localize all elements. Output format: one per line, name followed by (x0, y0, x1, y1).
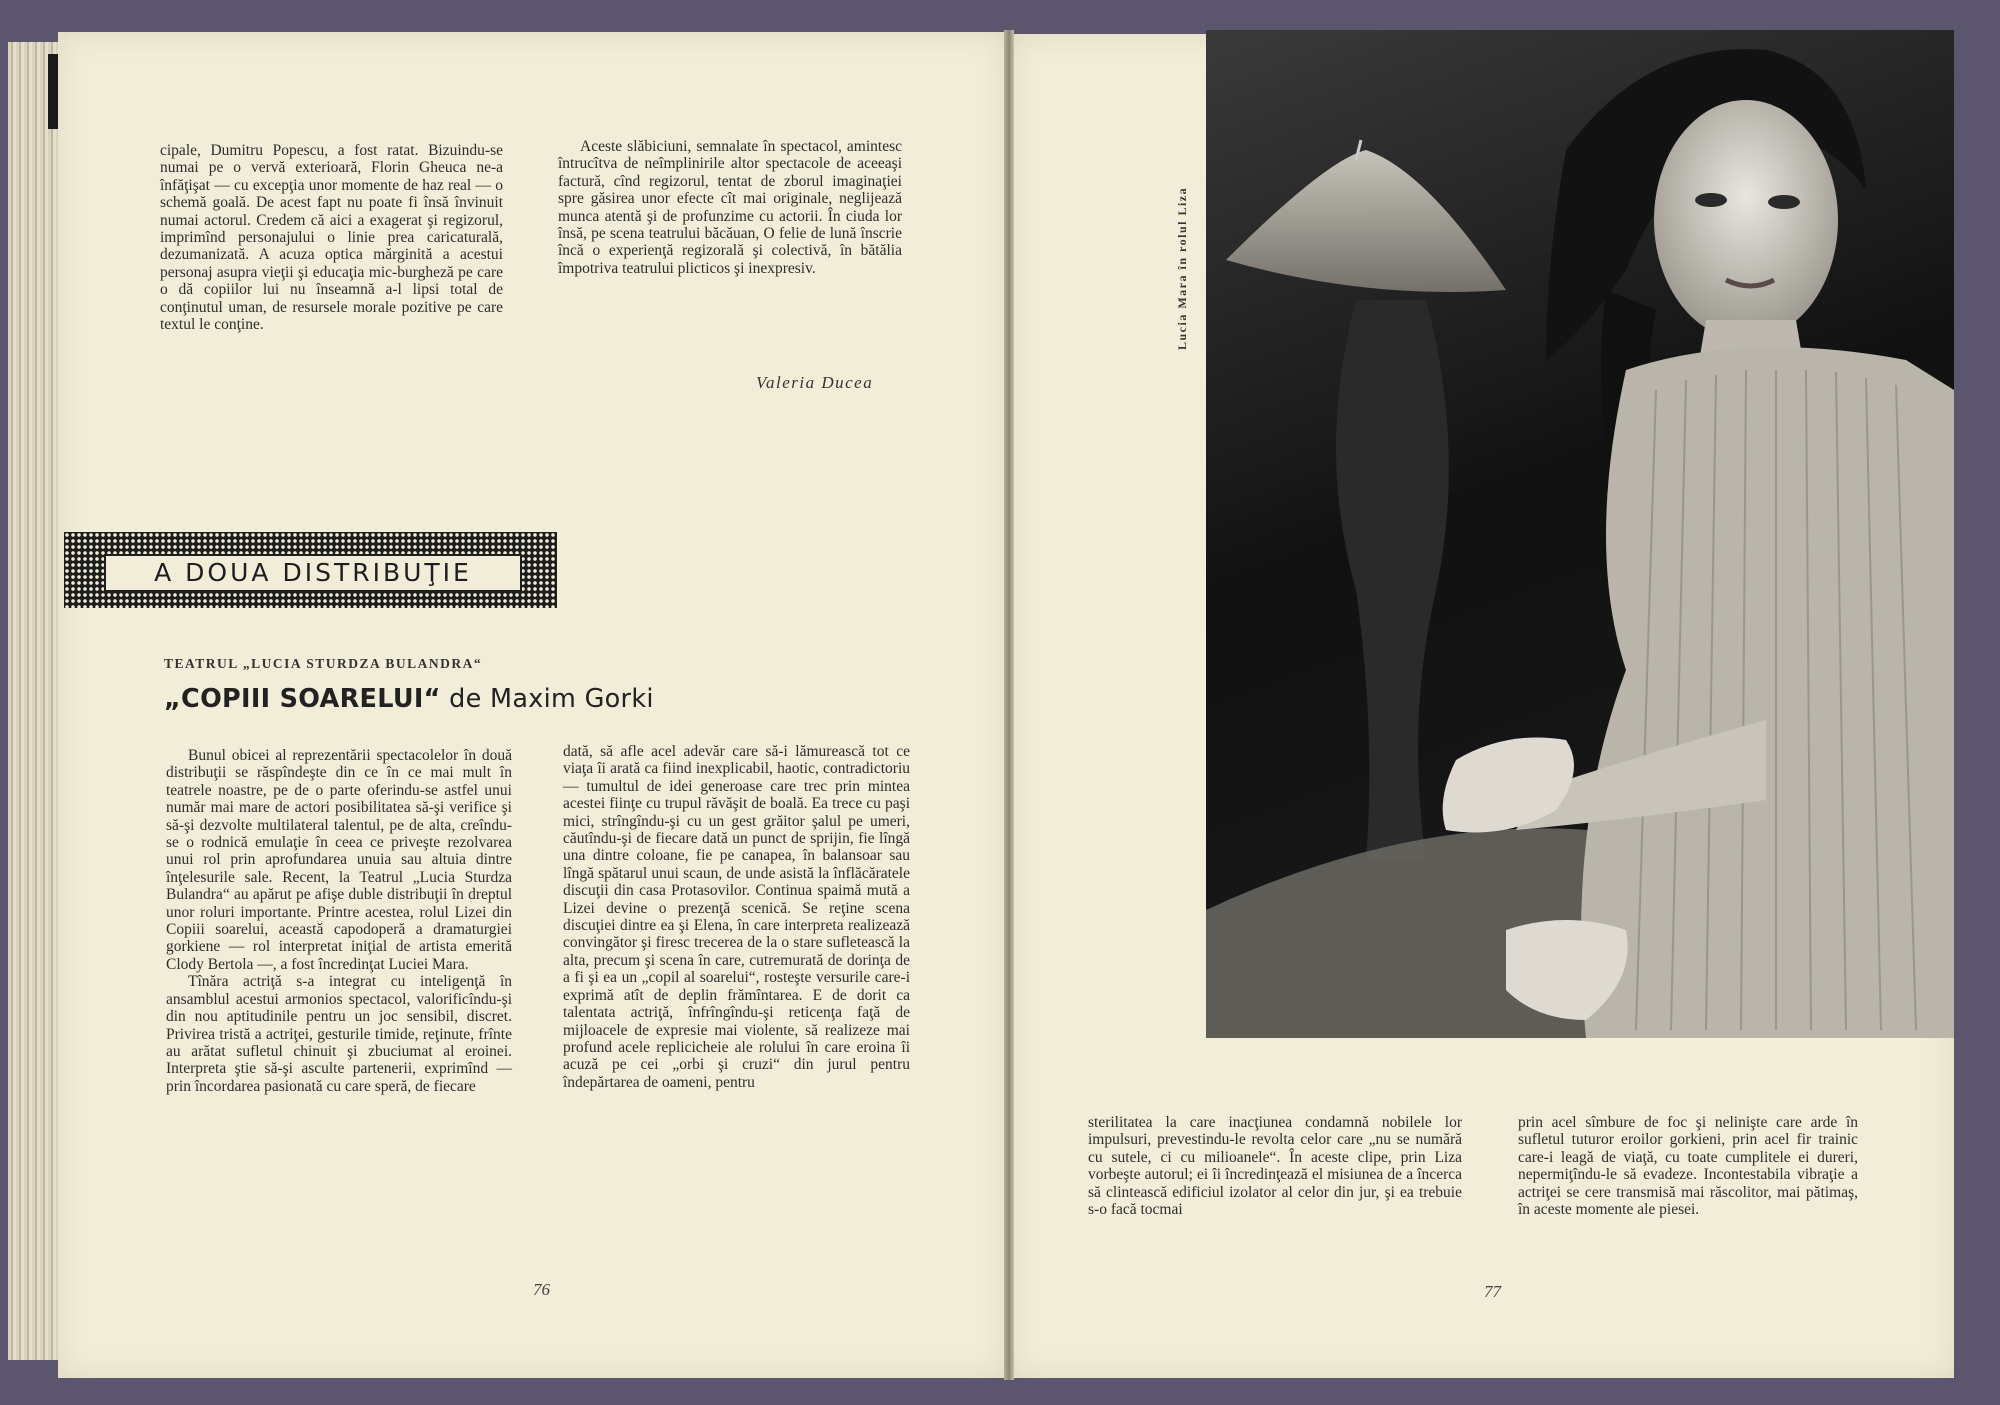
theatre-kicker: TEATRUL „LUCIA STURDZA BULANDRA“ (164, 656, 483, 671)
article-headline (164, 684, 654, 714)
paragraph: Tînăra actriţă s-a integrat cu inteligenţă în ansamblul acestui armonios spectacol, valorificîndu-şi din nou aptitudinile pentru un joc sensibil, discret. Privirea tristă a actriţei, gesturile timide, reţinute, frînte au arătat sufletul chinuit şi zbuciumat al eroinei. Interpreta ştie să-şi asculte partenerii, exprimînd — prin încordarea pasionată cu care speră, de fiecare (166, 973, 512, 1095)
paragraph: cipale, Dumitru Popescu, a fost ratat. Bizuindu-se numai pe o vervă exterioară, Florin Gheuca ne-a înfăţişat — cu excepţia unor momente de haz real — o schemă goală. De acest fapt nu poate fi însă învinuit numai actorul. Credem că aici a exagerat şi regizorul, imprimînd personajului o linie prea caricaturală, dezumanizată. A acuza optica mărginită a acestui personaj asupra vieţii şi educaţia mic-burgheză pe care o dă copiilor lui nu înseamnă a-l lipsi total de conţinutul uman, de resursele morale pozitive pe care textul le conţine. (160, 142, 503, 334)
photo-caption: Lucia Mara în rolul Liza (1175, 186, 1189, 350)
body-column-2 (563, 743, 910, 1091)
top-column-1 (160, 142, 503, 333)
right-bottom-column-2 (1518, 1114, 1858, 1218)
paragraph: Aceste slăbiciuni, semnalate în spectacol, amintesc întrucîtva de neîmplinirile altor spectacole de aceeaşi factură, cînd regizorul, tentat de zborul imaginaţiei spre găsirea unor efecte cît mai originale, neglijează munca atentă şi de profunzime cu actorii. În ciuda lor însă, pe scena teatrului băcăuan, O felie de lună înscrie încă o experienţă regizorală şi colectivă, în bătălia împotriva teatrului plicticos şi inexpresiv. (558, 138, 902, 277)
paragraph: sterilitatea la care inacţiunea condamnă nobilele lor impulsuri, prevestindu-le revolta celor care „nu se numără cu sutele, ci cu milioanele“. În aceste clipe, prin Liza vorbeşte autorul; ei îi încredinţează el misiunea de a încerca să clintească edificiul izolator al celor din jur, şi ea trebuie s-o facă tocmai (1088, 1114, 1462, 1219)
body-column-1 (166, 747, 512, 1095)
paragraph: dată, să afle acel adevăr care să-i lămurească tot ce viaţa îi arată ca fiind inexplicabil, haotic, contradictoriu — tumultul de idei generoase care trec prin mintea acestei fiinţe cu trupul răvăşit de boală. Ea trece cu paşi mici, strîngîndu-şi cu un gest grăitor şalul pe umeri, căutîndu-şi de fiecare dată un punct de sprijin, fie lîngă una dintre coloane, fie pe canapea, în balansoar sau lîngă spătarul unui scaun, de unde asistă la înflăcăratele discuţii din casa Protasovilor. Continua spaimă mută a Lizei devine o prezenţă scenică. Se reţine scena discuţiei dintre ea şi Elena, în care interpreta realizează convingător şi firesc trecerea de la o stare sufletească la alta, precum şi scena în care, cutremurată de dorinţa de a fi şi ea un „copil al soarelui“, rosteşte versurile care-i exprimă atît de deplin frămîntarea. E de dorit ca talentata actriţă, înfrîngîndu-şi reticenţa faţă de mijloacele de expresie mai violente, să realizeze mai profund acele replicicheie ale rolului în care eroina îi acuză pe cei „orbi şi cruzi“ din jurul pentru îndepărtarea de oameni, pentru (563, 743, 910, 1091)
paragraph: prin acel sîmbure de foc şi nelinişte care arde în sufletul tuturor eroilor gorkieni, prin acel fir trainic care-i leagă de viaţă, cu toate cumplitele ei dureri, nepermiţîndu-le să evadeze. Incontestabila vibraţie a actriţei se cere transmisă mai răscolitor, mai pătimaş, în aceste momente ale piesei. (1518, 1114, 1858, 1219)
page-number-left: 76 (533, 1280, 550, 1299)
top-column-2 (558, 138, 902, 277)
face (1654, 100, 1838, 340)
lamp-shade (1226, 150, 1506, 292)
right-bottom-column-1 (1088, 1114, 1462, 1218)
headline-author: de Maxim Gorki (440, 684, 654, 714)
actress-photo (1206, 30, 1954, 1038)
page-edge-mark (48, 54, 58, 129)
paragraph: Bunul obicei al reprezentării spectacolelor în două distribuţii se răspîndeşte din ce în ce mai mult în teatrele noastre, pe de o parte oferindu-se astfel unui număr mai mare de actori posibilitatea să-şi verifice şi să-şi dezvolte multilateral talentul, pe de alta, creîndu-se o rodnică emulaţie în ceea ce priveşte rezolvarea unui rol prin aprofundarea unuia sau altuia dintre înţelesurile sale. Recent, la Teatrul „Lucia Sturdza Bulandra“ au apărut pe afişe duble distribuţii în dreptul unor roluri importante. Printre acestea, rolul Lizei din Copiii soarelui, această capodoperă a dramaturgiei gorkiene — rol interpretat iniţial de artista emerită Clody Bertola —, a fost încredinţat Luciei Mara. (166, 747, 512, 973)
actress-photo-illustration (1206, 30, 1954, 1038)
author-signature: Valeria Ducea (756, 373, 874, 392)
headline-title: „COPIII SOARELUI“ (164, 684, 441, 714)
page-number-right: 77 (1484, 1282, 1501, 1301)
section-banner-title: A DOUA DISTRIBUŢIE (104, 554, 522, 592)
page-stack-edge (8, 42, 60, 1360)
lamp-base (1336, 300, 1449, 860)
book-gutter (1004, 30, 1014, 1380)
